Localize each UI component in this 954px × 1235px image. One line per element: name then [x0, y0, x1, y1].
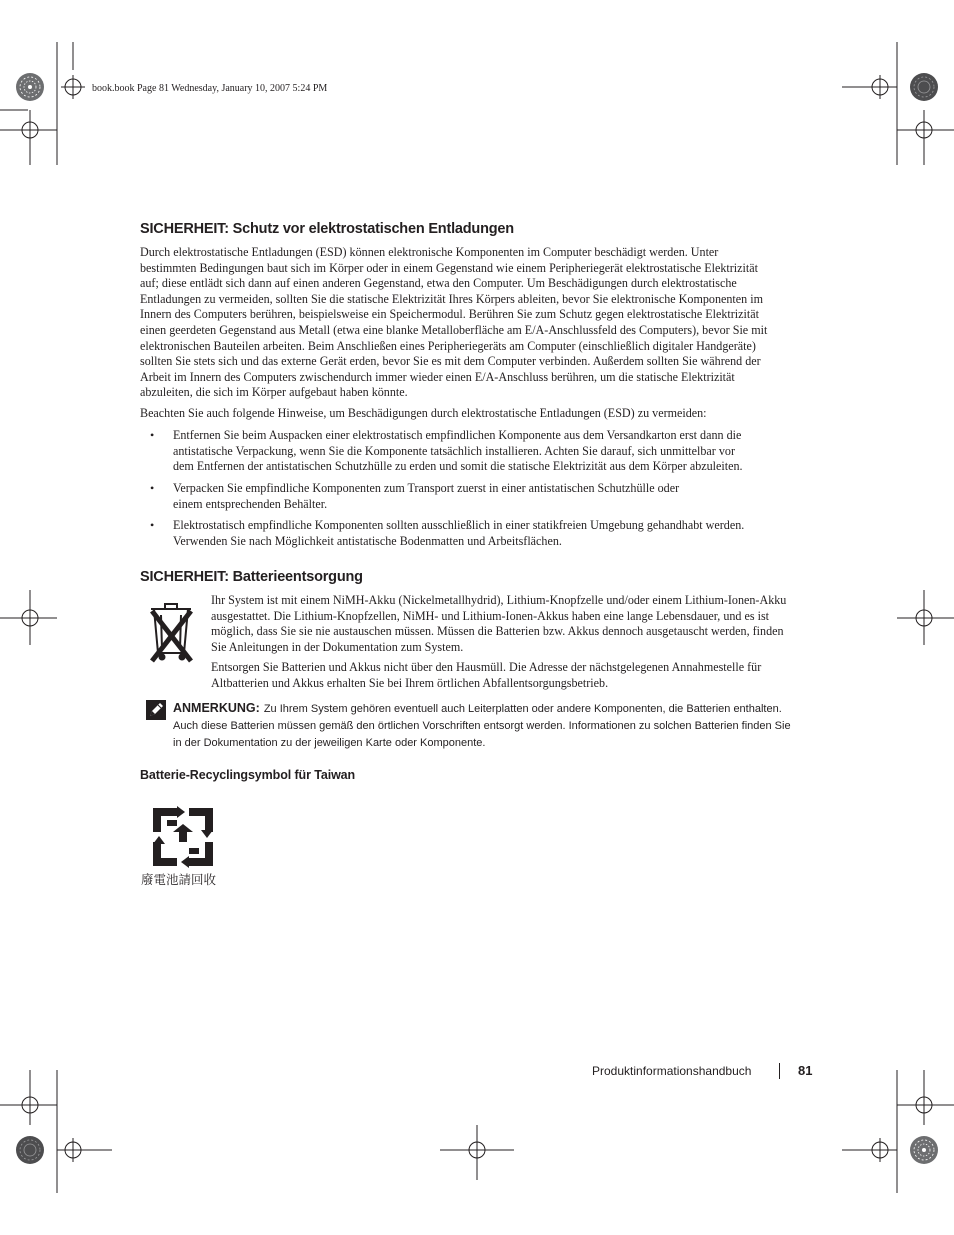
text-line: Elektrostatisch empfindliche Komponenten sollten ausschließlich in einer statikfreien Umgebung gehandhabt werden.: [173, 518, 745, 532]
text-line: einen geerdeten Gegenstand aus Metall (etwa eine blanke Metalloberfläche am E/A-Anschlussfeld des Computers), bevor Sie mit: [140, 322, 768, 337]
text-line: Entfernen Sie beim Auspacken einer elektrostatisch empfindlichen Komponente aus dem Versandkarton erst dann die: [173, 428, 742, 442]
text-line: bestimmten Bedingungen baut sich im Körper oder in einem Gegenstand wie einem Peripheriegerät elektrostatische Elektrizität: [140, 260, 758, 275]
text-line: Ihr System ist mit einem NiMH-Akku (Nickelmetallhydrid), Lithium-Knopfzelle und/oder einem Lithium-Ionen-Akku: [211, 593, 787, 607]
text-line: Entsorgen Sie Batterien und Akkus nicht über den Hausmüll. Die Adresse der nächstgelegenen Annahmestelle für: [211, 660, 762, 674]
text-line: dem Entfernen der antistatischen Schutzhülle zu erden und somit die statische Elektrizität aus dem Körper abzuleiten.: [173, 459, 743, 474]
text-line: abzuleiten, die sich im Körper aufgebaut haben könnte.: [140, 385, 408, 400]
text-line: Entladungen zu vermeiden, sollten Sie die statische Elektrizität Ihres Körpers ableiten, bevor Sie elektronische Komponenten im: [140, 291, 763, 306]
text-line: auf; diese entlädt sich dann auf einen anderen Gegenstand, etwa den Computer. Um Beschädigungen durch elektrostatische: [140, 276, 737, 291]
footer-title: Produktinformationshandbuch: [592, 1064, 752, 1078]
note-text-line: Zu Ihrem System gehören eventuell auch Leiterplatten oder andere Komponenten, die Batterien enthalten.: [263, 703, 782, 715]
page-number: 81: [798, 1063, 813, 1078]
text-line: Durch elektrostatische Entladungen (ESD) können elektronische Komponenten im Computer beschädigt werden. Unter: [140, 245, 719, 259]
battery-heading: SICHERHEIT: Batterieentsorgung: [140, 569, 363, 585]
esd-bullet-1: [173, 428, 823, 475]
bullet-dot: •: [150, 428, 155, 442]
footer-divider: [779, 1063, 780, 1079]
note-text-line: Auch diese Batterien müssen gemäß den örtlichen Vorschriften entsorgt werden. Informationen zu solchen Batterien finden Sie: [173, 720, 791, 732]
esd-heading: SICHERHEIT: Schutz vor elektrostatischen Entladungen: [140, 221, 514, 237]
text-line: Verwenden Sie nach Möglichkeit antistatische Bodenmatten und Arbeitsflächen.: [173, 533, 562, 548]
bullet-dot: •: [150, 481, 155, 495]
taiwan-heading: Batterie-Recyclingsymbol für Taiwan: [140, 768, 356, 782]
note-text-line: in der Dokumentation zu der jeweiligen Karte oder Komponente.: [173, 737, 486, 749]
bullet-dot: •: [150, 518, 155, 532]
taiwan-caption: 廢電池請回收: [141, 872, 217, 887]
text-line: elektronischen Bauteilen arbeiten. Beim Anschließen eines Peripheriegeräts am Computer (einschließlich digitaler Handgeräte): [140, 338, 756, 353]
esd-paragraph-2: Beachten Sie auch folgende Hinweise, um Beschädigungen durch elektrostatische Entladungen (ESD) zu vermeiden:: [140, 406, 707, 420]
text-line: antistatische Verpackung, wenn Sie die Komponente tatsächlich installieren. Achten Sie darauf, sich unmittelbar vor: [173, 443, 735, 458]
text-line: Arbeit im Innern des Computers zwischendurch immer wieder einen E/A-Anschluss berühren, um die statische Elektrizität: [140, 369, 735, 384]
esd-bullet-3: [173, 518, 823, 549]
note-label: ANMERKUNG:: [173, 701, 260, 715]
text-line: Verpacken Sie empfindliche Komponenten zum Transport zuerst in einer antistatischen Schutzhülle oder: [173, 481, 680, 495]
battery-paragraph-1: [211, 593, 821, 655]
print-slug: book.book Page 81 Wednesday, January 10, 2007 5:24 PM: [92, 83, 328, 94]
text-line: möglich, dass Sie sie nie austauschen müssen. Müssen die Batterien bzw. Akkus dennoch ausgetauscht werden, finden: [211, 624, 784, 639]
text-line: einem entsprechenden Behälter.: [173, 496, 328, 511]
text-line: sollten Sie stets sich und das externe Gerät erden, bevor Sie es mit dem Computer verbinden. Außerdem sollten Sie während der: [140, 354, 761, 369]
text-line: ausgestattet. Die Lithium-Knopfzellen, NiMH- und Lithium-Ionen-Akkus haben eine lange Lebensdauer, und es ist: [211, 608, 770, 623]
esd-bullet-2: [173, 481, 823, 512]
note-pencil-icon: [146, 700, 166, 720]
note-block: [173, 700, 823, 751]
text-line: Sie Anleitungen in der Dokumentation zum System.: [211, 639, 464, 654]
esd-paragraph-1: [140, 245, 820, 401]
battery-paragraph-2: [211, 660, 821, 691]
taiwan-recycling-icon: [153, 806, 213, 868]
text-line: Innern des Computers berühren, beispielsweise ein Speichermodul. Berühren Sie zum Schutz gegen elektrostatische Elektrizität: [140, 307, 759, 322]
crossed-bin-icon: [145, 597, 199, 665]
text-line: Altbatterien und Akkus erhalten Sie bei Ihrem örtlichen Abfallentsorgungsbetrieb.: [211, 675, 609, 690]
